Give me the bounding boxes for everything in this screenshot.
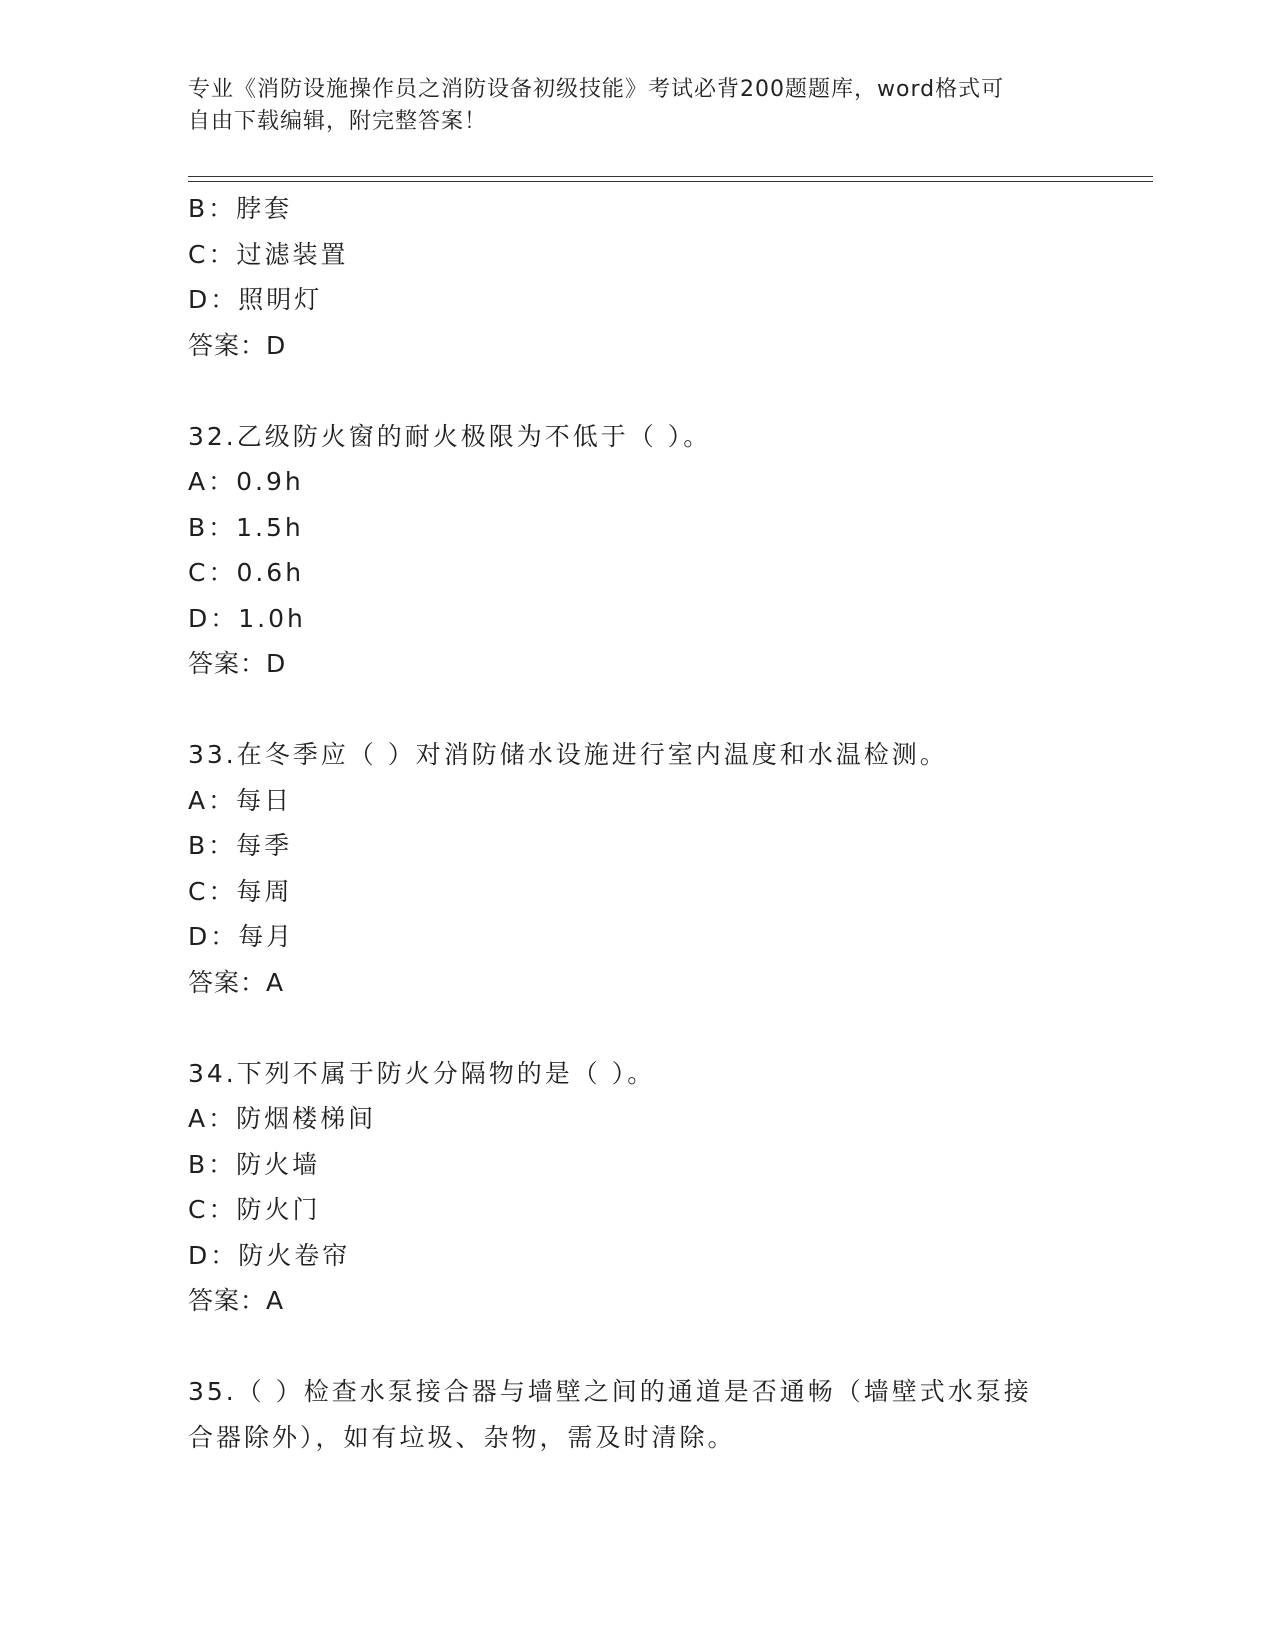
answer: 答案：D bbox=[188, 649, 287, 678]
question-gap bbox=[188, 1005, 1108, 1051]
option-c: C：每周 bbox=[188, 876, 293, 906]
option-b: B：防火墙 bbox=[188, 1149, 321, 1179]
option-b: B：脖套 bbox=[188, 194, 293, 223]
option-b: B：每季 bbox=[188, 831, 293, 860]
header-rule-top bbox=[188, 176, 1153, 177]
question-34 bbox=[188, 1051, 1108, 1324]
option-d: D：照明灯 bbox=[188, 285, 323, 314]
option-c: C：过滤装置 bbox=[188, 239, 349, 269]
option-c: C：防火门 bbox=[188, 1195, 321, 1224]
option-a: A：每日 bbox=[188, 785, 293, 815]
header-line-2: 自由下载编辑，附完整答案！ bbox=[188, 109, 488, 134]
question-gap bbox=[188, 1324, 1108, 1370]
question-list bbox=[188, 186, 1108, 1460]
header-rule-bottom bbox=[188, 181, 1153, 182]
question-33 bbox=[188, 732, 1108, 1005]
option-a: A：防烟楼梯间 bbox=[188, 1104, 377, 1133]
question-32 bbox=[188, 414, 1108, 687]
option-d: D：防火卷帘 bbox=[188, 1240, 351, 1270]
question-stem-line-1: 35.（ ）检查水泵接合器与墙壁之间的通道是否通畅（墙壁式水泵接 bbox=[188, 1377, 1032, 1406]
option-b: B：1.5h bbox=[188, 512, 304, 542]
question-31 bbox=[188, 186, 1108, 368]
answer: 答案：A bbox=[188, 967, 285, 997]
option-d: D：1.0h bbox=[188, 603, 306, 633]
option-d: D：每月 bbox=[188, 922, 295, 951]
option-a: A：0.9h bbox=[188, 467, 304, 496]
question-gap bbox=[188, 368, 1108, 414]
question-gap bbox=[188, 687, 1108, 733]
question-stem: 33.在冬季应（ ）对消防储水设施进行室内温度和水温检测。 bbox=[188, 740, 948, 769]
answer: 答案：D bbox=[188, 330, 287, 360]
document-header bbox=[188, 74, 1068, 138]
question-35 bbox=[188, 1369, 1108, 1460]
option-c: C：0.6h bbox=[188, 558, 305, 587]
question-stem: 34.下列不属于防火分隔物的是（ ）。 bbox=[188, 1058, 656, 1088]
question-stem-line-2: 合器除外），如有垃圾、杂物，需及时清除。 bbox=[188, 1422, 736, 1452]
question-stem: 32.乙级防火窗的耐火极限为不低于（ ）。 bbox=[188, 421, 712, 451]
header-line-1: 专业《消防设施操作员之消防设备初级技能》考试必背200题题库，word格式可 bbox=[188, 77, 1005, 102]
answer: 答案：A bbox=[188, 1286, 285, 1315]
